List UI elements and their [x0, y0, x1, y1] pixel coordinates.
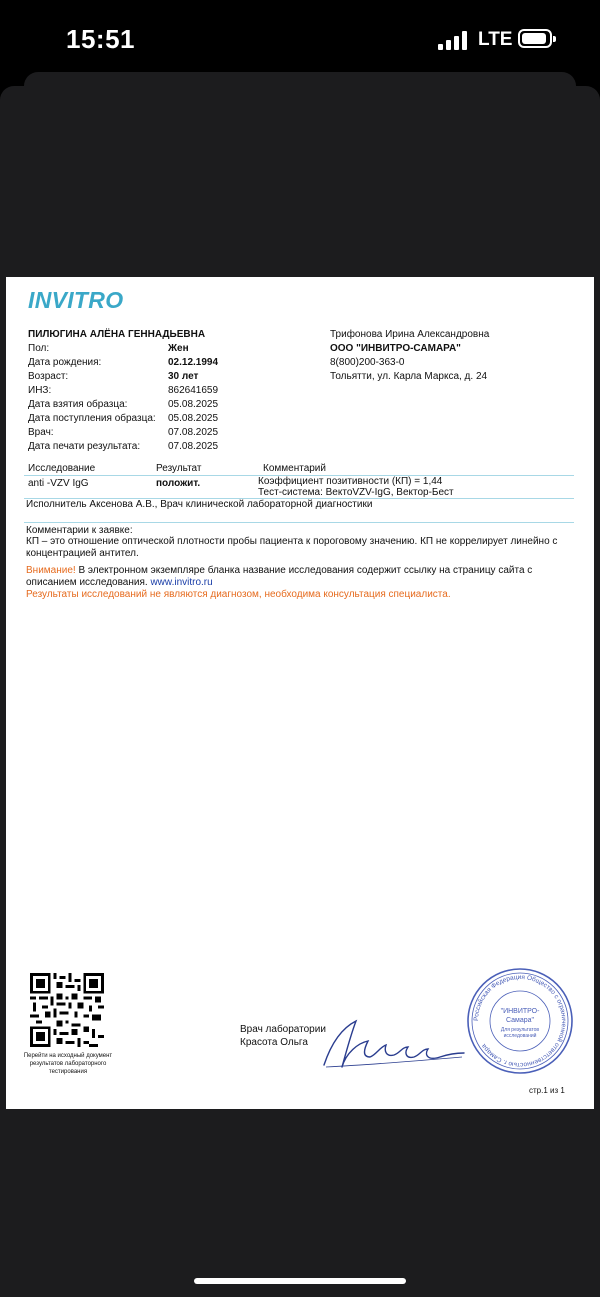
lab-phone: 8(800)200-363-0 [330, 357, 405, 368]
field-label: Дата рождения: [28, 357, 102, 368]
network-type: LTE [478, 29, 513, 50]
battery-icon [518, 29, 552, 48]
field-label: Дата поступления образца: [28, 413, 156, 424]
col-header-test: Исследование [28, 463, 96, 474]
section-divider [24, 522, 574, 523]
field-value: 07.08.2025 [168, 427, 219, 438]
col-header-comment: Комментарий [263, 463, 326, 474]
comments-title: Комментарии к заявке: [26, 525, 133, 536]
invitro-logo: INVITRO [28, 287, 124, 313]
field-label: Дата печати результата: [28, 441, 141, 452]
clock: 15:51 [66, 24, 135, 54]
stamp-center-4: исследований [503, 1033, 537, 1039]
lab-address: Тольятти, ул. Карла Маркса, д. 24 [330, 371, 488, 382]
stamp-center-3: Для результатов [500, 1027, 540, 1033]
notice [26, 565, 576, 589]
disclaimer: Результаты исследований не являются диагнозом, необходима консультация специалиста. [26, 589, 451, 600]
field-label: Дата взятия образца: [28, 399, 128, 410]
test-name[interactable]: anti -VZV IgG [28, 478, 89, 489]
field-value: Жен [168, 343, 189, 354]
lab-doctor: Трифонова Ирина Александровна [330, 329, 490, 340]
test-result: положит. [156, 478, 201, 489]
field-value: 02.12.1994 [168, 357, 219, 368]
field-label: ИНЗ: [28, 385, 52, 396]
qr-caption: Перейти на исходный документ результатов лабораторного тестирования [23, 1053, 113, 1075]
notice-text: В электронном экземпляре бланка название исследования содержит ссылку на страницу сайта с описанием исследования. [26, 565, 533, 588]
status-bar [0, 0, 600, 80]
field-value: 862641659 [168, 385, 219, 396]
field-value: 07.08.2025 [168, 441, 219, 452]
stamp-ring-text: Российская Федерация Общество с ограниченной ответственностью г. Самара [472, 973, 568, 1069]
field-label: Врач: [28, 427, 54, 438]
lab-doctor-name: Красота Ольга [240, 1037, 308, 1048]
patient-name: ПИЛЮГИНА АЛЁНА ГЕННАДЬЕВНА [28, 329, 206, 340]
qr-code[interactable] [30, 973, 104, 1047]
cellular-signal-icon [438, 30, 468, 50]
lab-company: ООО "ИНВИТРО-САМАРА" [330, 343, 461, 354]
field-label: Пол: [28, 343, 50, 354]
notice-label: Внимание! [26, 565, 76, 576]
stamp-center-1: "ИНВИТРО- [500, 1008, 540, 1015]
stamp-center-2: Самара" [505, 1017, 535, 1024]
page-number: стр.1 из 1 [529, 1086, 565, 1095]
test-comment-2: Тест-система: ВектоVZV-IgG, Вектор-Бест [258, 487, 454, 498]
comments-text: КП – это отношение оптической плотности пробы пациента к пороговому значению. КП не коррелирует линейно с концентрацией антител. [26, 536, 558, 559]
signature-image [306, 1007, 466, 1077]
field-value: 05.08.2025 [168, 413, 219, 424]
home-indicator[interactable] [194, 1278, 406, 1284]
invitro-link[interactable]: www.invitro.ru [150, 577, 213, 588]
lab-report-page[interactable] [6, 277, 594, 1109]
lab-doctor-title: Врач лаборатории [240, 1024, 326, 1035]
seal-stamp [466, 967, 574, 1075]
col-header-result: Результат [156, 463, 202, 474]
field-value: 05.08.2025 [168, 399, 219, 410]
field-label: Возраст: [28, 371, 69, 382]
performer: Исполнитель Аксенова А.В., Врач клинической лабораторной диагностики [26, 499, 373, 510]
field-value: 30 лет [168, 371, 199, 382]
test-comment-1: Коэффициент позитивности (КП) = 1,44 [258, 476, 443, 487]
